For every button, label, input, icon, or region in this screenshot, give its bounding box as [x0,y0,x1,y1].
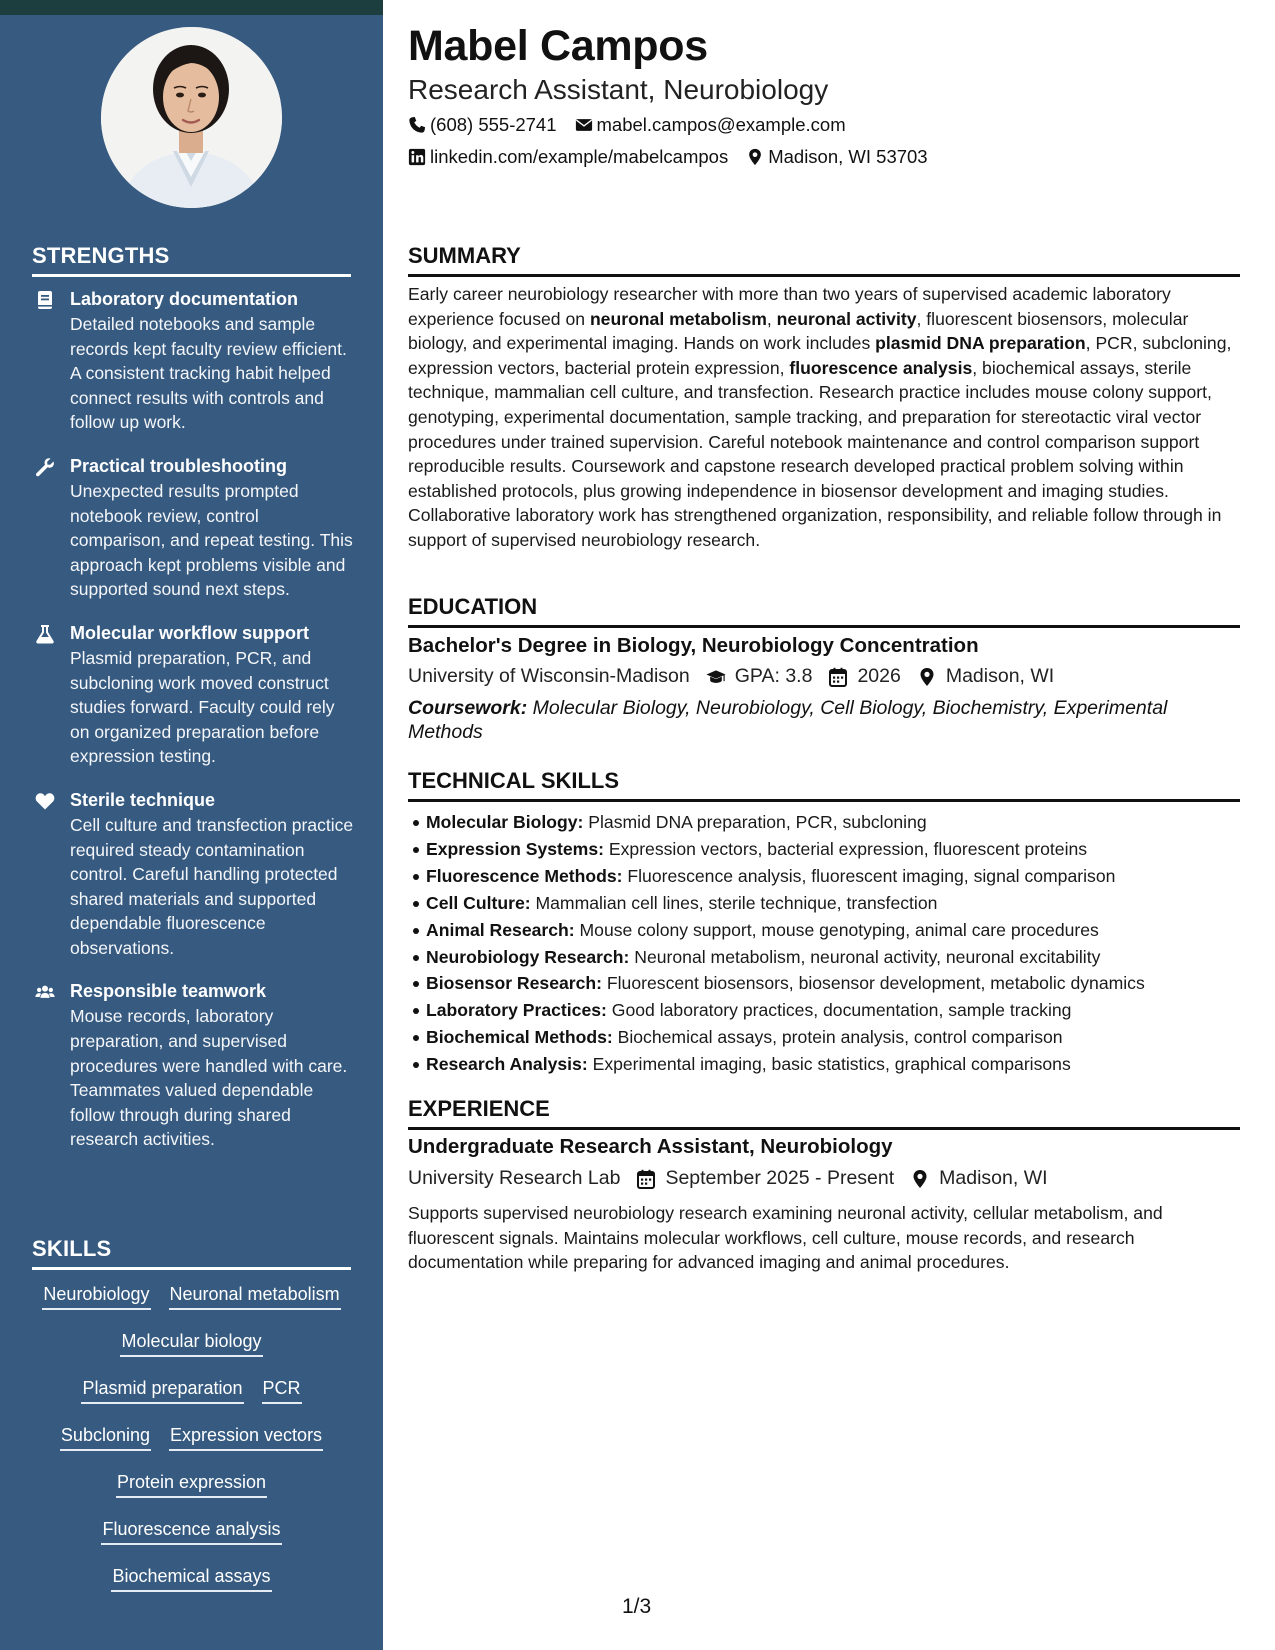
skill-value: Fluorescent biosensors, biosensor development, metabolic dynamics [606,973,1145,994]
strength-description: Cell culture and transfection practice required steady contamination control. Careful handling protected shared materials and supported dependable fluorescence observations. [70,814,354,958]
coursework-label: Coursework: [408,697,528,719]
experience-meta [408,1167,1064,1190]
candidate-name: Mabel Campos [408,22,708,70]
email-contact [575,114,846,136]
skill-label: Biosensor Research: [426,973,603,994]
strength-description: Unexpected results prompted notebook review, control comparison, and repeat testing. This approach kept problems visible and supported sound next steps. [70,480,353,600]
experience-title: Undergraduate Research Assistant, Neurobiology [408,1135,893,1158]
book-icon [35,290,55,310]
strength-title: Molecular workflow support [70,622,310,643]
email-text[interactable]: mabel.campos@example.com [596,114,846,135]
strength-title: Responsible teamwork [70,981,267,1002]
strength-item [32,455,357,602]
skill-tag: Subcloning [60,1423,151,1451]
skill-tag: Protein expression [116,1470,267,1498]
skill-value: Experimental imaging, basic statistics, graphical comparisons [592,1054,1071,1075]
list-item [426,970,1236,997]
skill-tag: Expression vectors [169,1423,323,1451]
page-number: 1/3 [622,1595,652,1618]
organization-text: University Research Lab [408,1167,621,1189]
linkedin-icon [408,148,426,166]
skill-label: Research Analysis: [426,1054,588,1075]
skill-label: Neurobiology Research: [426,946,630,967]
strength-item [32,980,357,1152]
graduation-cap-icon [706,667,726,687]
list-item [426,1024,1236,1051]
skill-value: Mammalian cell lines, sterile technique, transfection [535,892,938,913]
contact-row [408,146,946,168]
skill-tag: Neurobiology [42,1282,150,1310]
summary-text [408,282,1240,553]
education-location [917,665,1054,688]
summary-highlight: plasmid DNA preparation [875,333,1086,354]
list-item [426,917,1236,944]
school-text: University of Wisconsin-Madison [408,665,690,687]
strength-title: Laboratory documentation [70,289,299,309]
skill-label: Expression Systems: [426,838,604,859]
linkedin-text[interactable]: linkedin.com/example/mabelcampos [430,146,729,167]
summary-segment: , fluorescent biosensors, molecular biology, and experimental imaging. Hands on work includes [408,308,1189,354]
summary-segment: , PCR, subcloning, expression vectors, bacterial protein expression, [408,333,1232,378]
strength-item [32,622,357,769]
skills-heading: SKILLS [32,1236,351,1270]
summary-heading: SUMMARY [408,243,1240,277]
skill-label: Molecular Biology: [426,812,584,832]
calendar-icon [636,1169,656,1189]
skill-value: Good laboratory practices, documentation, sample tracking [611,1000,1072,1021]
dates-text: September 2025 - Present [665,1167,895,1189]
list-item [426,836,1236,863]
summary-segment: , biochemical assays, sterile technique, mammalian cell culture, and transfection. Research practice includes mouse colony support, genotyping, experimental documentation, sample tracking, and preparation for stereotactic viral vector procedures under trained supervision. Careful notebook maintenance and control comparison support reproducible results. Coursework and capstone research developed practical problem solving within established protocols, plus growing independence in biosensor development and imaging studies. Collaborative laboratory work has strengthened organization, responsibility, and reliable follow through in support of supervised neurobiology research. [408,357,1222,550]
strength-title: Practical troubleshooting [70,455,288,476]
calendar-icon [828,667,848,687]
year-text: 2026 [857,665,901,687]
list-item [426,944,1236,971]
summary-segment: , [766,308,777,329]
skill-label: Animal Research: [426,919,575,940]
skill-value: Expression vectors, bacterial expression, fluorescent proteins [608,838,1088,859]
strengths-list [32,288,357,1172]
strength-item [32,288,357,435]
list-item [426,809,1236,836]
summary-highlight: neuronal activity [776,308,917,329]
list-item [426,997,1236,1024]
wrench-icon [35,457,55,477]
job-title: Research Assistant, Neurobiology [408,74,829,105]
heart-icon [35,791,55,811]
skill-label: Cell Culture: [426,892,531,913]
skill-tag: Neuronal metabolism [169,1282,341,1310]
skill-tag: Plasmid preparation [81,1376,243,1404]
map-pin-icon [917,667,937,687]
coursework [408,696,1240,744]
profile-photo [101,27,282,208]
sidebar-top-bar [0,0,383,15]
phone-icon [408,116,426,134]
technical-skills-heading: TECHNICAL SKILLS [408,768,1240,802]
envelope-icon [575,116,593,134]
contact-row [408,114,864,136]
users-icon [35,982,55,1002]
skill-value: Neuronal metabolism, neuronal activity, neuronal excitability [634,946,1101,967]
coursework-list: Molecular Biology, Neurobiology, Cell Biology, Biochemistry, Experimental Methods [408,697,1168,743]
strength-description: Plasmid preparation, PCR, and subcloning work moved construct studies forward. Faculty could rely on organized preparation before expression testing. [70,647,335,767]
list-item [426,863,1236,890]
location-text: Madison, WI 53703 [768,146,928,167]
skill-tag: PCR [262,1376,302,1404]
phone-text: (608) 555-2741 [430,114,557,135]
map-pin-icon [746,148,764,166]
strength-item [32,789,357,961]
location-contact [746,146,927,168]
avatar [101,27,282,208]
skill-tag: Fluorescence analysis [101,1517,281,1545]
skills-tags [24,1282,359,1611]
location-text: Madison, WI [945,665,1055,687]
skill-label: Biochemical Methods: [426,1027,613,1048]
experience-heading: EXPERIENCE [408,1096,1240,1130]
school-name [408,665,690,688]
skill-value: Plasmid DNA preparation, PCR, subcloning [588,812,927,832]
strength-description: Detailed notebooks and sample records kept faculty review efficient. A consistent tracking habit helped connect results with controls and follow up work. [70,314,347,433]
experience-dates [636,1167,894,1190]
graduation-year [828,665,900,688]
strengths-heading: STRENGTHS [32,243,351,277]
sidebar [0,0,383,1650]
location-text: Madison, WI [939,1167,1048,1189]
gpa [706,665,813,688]
list-item [426,890,1236,917]
phone-contact [408,114,557,136]
skill-value: Biochemical assays, protein analysis, control comparison [617,1027,1063,1048]
organization [408,1167,620,1190]
skill-value: Fluorescence analysis, fluorescent imaging, signal comparison [627,865,1116,886]
education-heading: EDUCATION [408,594,1240,628]
list-item [426,1051,1236,1078]
map-pin-icon [910,1169,930,1189]
skill-label: Laboratory Practices: [426,1000,607,1021]
skill-label: Fluorescence Methods: [426,865,623,886]
degree-title: Bachelor's Degree in Biology, Neurobiology Concentration [408,634,979,657]
experience-description: Supports supervised neurobiology research examining neuronal activity, cellular metabolism, and fluorescent signals. Maintains molecular workflows, cell culture, mouse records, and research documentation while preparing for advanced imaging and animal procedures. [408,1203,1163,1273]
education-meta [408,665,1070,688]
skill-value: Mouse colony support, mouse genotyping, animal care procedures [579,919,1099,940]
linkedin-contact [408,146,728,168]
summary-highlight: neuronal metabolism [589,308,767,329]
gpa-text: GPA: 3.8 [734,665,813,687]
skill-tag: Biochemical assays [111,1564,271,1592]
technical-skills-list [426,809,1236,1078]
summary-segment: Early career neurobiology researcher with more than two years of supervised academic laboratory experience focused on [408,284,1171,329]
summary-highlight: fluorescence analysis [789,357,973,378]
skill-tag: Molecular biology [120,1329,262,1357]
experience-location [910,1167,1047,1190]
strength-description: Mouse records, laboratory preparation, and supervised procedures were handled with care. Teammates valued dependable follow through during shared research activities. [70,1006,348,1150]
strength-title: Sterile technique [70,789,216,810]
flask-icon [35,624,55,644]
